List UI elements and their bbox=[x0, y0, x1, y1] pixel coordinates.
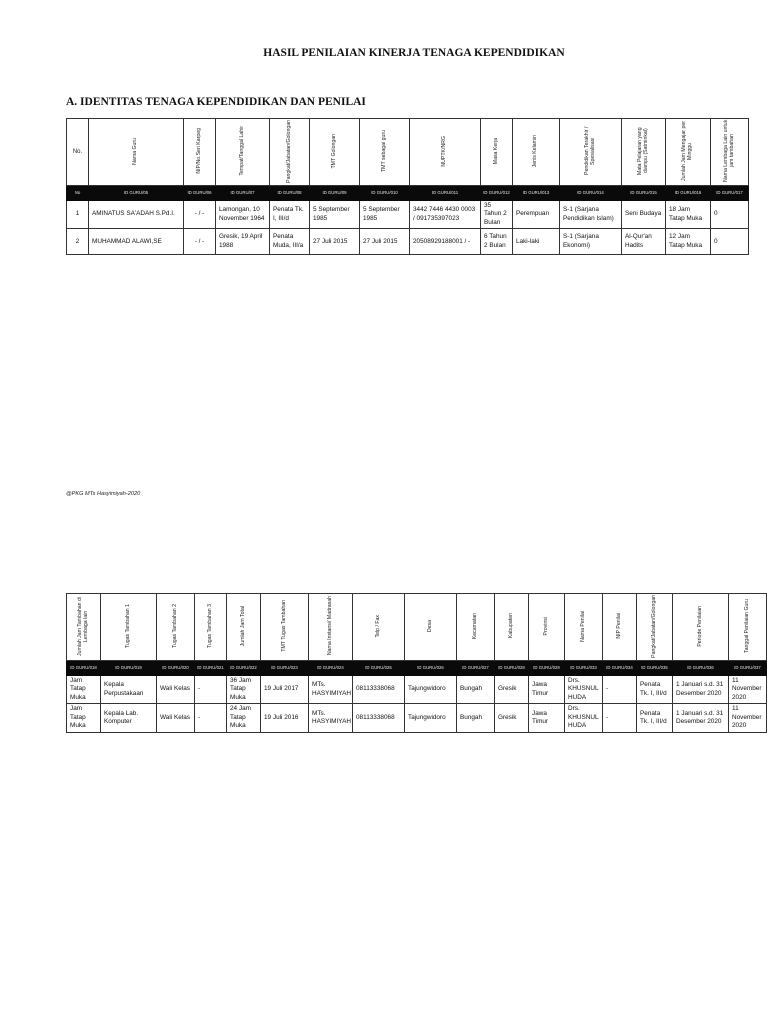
table-cell: 6 Tahun 2 Bulan bbox=[481, 229, 513, 255]
table-row bbox=[67, 201, 749, 229]
column-header-label: Nama Penilai bbox=[579, 610, 586, 642]
field-id-cell: ID GURU/019 bbox=[101, 661, 157, 676]
column-header-label: Tugas Tambahan 2 bbox=[171, 603, 178, 649]
column-header-label: Nama Guru bbox=[132, 137, 139, 165]
table-cell: 19 Juli 2017 bbox=[261, 676, 309, 704]
column-header bbox=[101, 594, 157, 661]
field-id-cell: ID GURU/027 bbox=[457, 661, 495, 676]
column-header-label: Nama Lembaga Lain untuk jam tambahan bbox=[722, 119, 735, 183]
column-header-label: NUPTK/NRG bbox=[441, 135, 448, 167]
table-cell: 1 Januari s.d. 31 Desember 2020 bbox=[673, 704, 729, 732]
table-cell: 5 September 1985 bbox=[360, 201, 410, 229]
field-id-cell: ID GURU/021 bbox=[195, 661, 227, 676]
field-id-cell: ID GURU/016 bbox=[666, 186, 711, 201]
table-cell: Al-Qur'an Hadits bbox=[622, 229, 666, 255]
column-header-label: Pangkat/Jabatan/Golongan bbox=[285, 119, 292, 183]
column-header-label: Tempat/Tanggal Lahir bbox=[238, 126, 245, 176]
table-row bbox=[67, 704, 767, 732]
column-header bbox=[195, 594, 227, 661]
table-cell: - bbox=[195, 704, 227, 732]
field-id-cell: ID GURU/011 bbox=[410, 186, 481, 201]
table-cell: Wali Kelas bbox=[157, 676, 195, 704]
column-header bbox=[637, 594, 673, 661]
field-id-cell: ID GURU/034 bbox=[603, 661, 637, 676]
column-header-label: Pangkat/Jabatan/Golongan bbox=[650, 594, 657, 658]
table-cell: Jam Tatap Muka bbox=[67, 676, 101, 704]
column-header bbox=[216, 119, 270, 186]
field-id-cell: ID GURU/033 bbox=[565, 661, 603, 676]
column-header bbox=[261, 594, 309, 661]
column-header bbox=[270, 119, 310, 186]
field-id-cell: No bbox=[67, 186, 89, 201]
table-cell: 20508929188001 / - bbox=[410, 229, 481, 255]
table-cell: Gresik, 19 April 1988 bbox=[216, 229, 270, 255]
field-id-cell: ID GURU/024 bbox=[309, 661, 353, 676]
field-id-cell: ID GURU/028 bbox=[495, 661, 529, 676]
footer-note: @PKG MTs Hasyimiyah-2020 bbox=[66, 491, 141, 497]
column-header-label: Kabupaten bbox=[507, 613, 514, 639]
table-cell: 0 bbox=[711, 229, 749, 255]
column-header bbox=[67, 119, 89, 186]
column-header bbox=[565, 594, 603, 661]
field-id-cell: ID GURU/020 bbox=[157, 661, 195, 676]
column-header-label: NIP Penilai bbox=[615, 613, 622, 639]
header-row bbox=[67, 594, 767, 661]
table-cell: 24 Jam Tatap Muka bbox=[227, 704, 261, 732]
table-row bbox=[67, 676, 767, 704]
field-id-cell: ID GURU/036 bbox=[673, 661, 729, 676]
table-cell: Tajungwidoro bbox=[405, 704, 457, 732]
field-id-cell: ID GURU/09 bbox=[310, 186, 360, 201]
column-header bbox=[184, 119, 216, 186]
column-header-label: TMT Golongan bbox=[330, 133, 337, 169]
table-cell: Penata Tk. I, III/d bbox=[270, 201, 310, 229]
field-id-cell: ID GURU/010 bbox=[360, 186, 410, 201]
field-id-cell: ID GURU/037 bbox=[729, 661, 767, 676]
field-id-cell: ID GURU/014 bbox=[560, 186, 622, 201]
table-cell: 08113338068 bbox=[353, 676, 405, 704]
column-header-label: Kecamatan bbox=[471, 612, 478, 640]
column-header-label: Tugas Tambahan 1 bbox=[124, 603, 131, 649]
column-header-label: Desa bbox=[426, 619, 433, 633]
column-header bbox=[89, 119, 184, 186]
table-cell: Bungah bbox=[457, 676, 495, 704]
column-header-label: No. bbox=[72, 149, 83, 155]
table-cell: - bbox=[195, 676, 227, 704]
field-id-cell: ID GURU/013 bbox=[513, 186, 560, 201]
table-cell: 35 Tahun 2 Bulan bbox=[481, 201, 513, 229]
column-header bbox=[309, 594, 353, 661]
table-cell: Laki-laki bbox=[513, 229, 560, 255]
table-cell: 1 Januari s.d. 31 Desember 2020 bbox=[673, 676, 729, 704]
field-id-cell: ID GURU/025 bbox=[353, 661, 405, 676]
column-header-label: Provinsi bbox=[542, 616, 549, 636]
column-header bbox=[529, 594, 565, 661]
column-header bbox=[360, 119, 410, 186]
column-header bbox=[603, 594, 637, 661]
table-cell: MUHAMMAD ALAWI,SE bbox=[89, 229, 184, 255]
column-header-label: Tugas Tambahan 3 bbox=[206, 603, 213, 649]
identity-table bbox=[66, 118, 749, 255]
column-header-label: Masa Kerja bbox=[492, 137, 499, 165]
column-header bbox=[457, 594, 495, 661]
column-header bbox=[157, 594, 195, 661]
table-cell: 12 Jam Tatap Muka bbox=[666, 229, 711, 255]
column-header bbox=[353, 594, 405, 661]
id-row bbox=[67, 661, 767, 676]
field-id-cell: ID GURU/05 bbox=[89, 186, 184, 201]
field-id-cell: ID GURU/07 bbox=[216, 186, 270, 201]
column-header bbox=[481, 119, 513, 186]
table-cell: 18 Jam Tatap Muka bbox=[666, 201, 711, 229]
table-cell: 5 September 1985 bbox=[310, 201, 360, 229]
column-header bbox=[410, 119, 481, 186]
column-header bbox=[666, 119, 711, 186]
field-id-cell: ID GURU/018 bbox=[67, 661, 101, 676]
table-cell: Jawa Timur bbox=[529, 676, 565, 704]
table-cell: Tajungwidoro bbox=[405, 676, 457, 704]
field-id-cell: ID GURU/06 bbox=[184, 186, 216, 201]
table-cell: 19 Juli 2016 bbox=[261, 704, 309, 732]
table-cell: Kepala Lab. Komputer bbox=[101, 704, 157, 732]
table-cell: Penata Tk. I, III/d bbox=[637, 676, 673, 704]
table-cell: 11 November 2020 bbox=[729, 704, 767, 732]
column-header-label: TMT sebagai guru bbox=[380, 129, 387, 172]
table-cell: MTs. HASYIMIYAH bbox=[309, 704, 353, 732]
field-id-cell: ID GURU/017 bbox=[711, 186, 749, 201]
column-header-label: Telp / Fax bbox=[374, 614, 381, 638]
field-id-cell: ID GURU/035 bbox=[637, 661, 673, 676]
field-id-cell: ID GURU/026 bbox=[405, 661, 457, 676]
table-cell: Gresik bbox=[495, 676, 529, 704]
table-cell: - / - bbox=[184, 229, 216, 255]
table-cell: AMINATUS SA'ADAH S.Pd.I. bbox=[89, 201, 184, 229]
table-cell: Kepala Perpustakaan bbox=[101, 676, 157, 704]
table-cell: 11 November 2020 bbox=[729, 676, 767, 704]
column-header bbox=[729, 594, 767, 661]
column-header bbox=[310, 119, 360, 186]
table-cell: Gresik bbox=[495, 704, 529, 732]
table-cell: 36 Jam Tatap Muka bbox=[227, 676, 261, 704]
column-header-label: Periode Penilaian bbox=[696, 605, 703, 647]
field-id-cell: ID GURU/012 bbox=[481, 186, 513, 201]
column-header-label: NIP/No.Seri Karpeg bbox=[195, 128, 202, 174]
table-cell: S-1 (Sarjana Pendidikan Islam) bbox=[560, 201, 622, 229]
column-header bbox=[513, 119, 560, 186]
table-cell: 2 bbox=[67, 229, 89, 255]
table-cell: Penata Tk. I, III/d bbox=[637, 704, 673, 732]
column-header bbox=[622, 119, 666, 186]
table-cell: 27 Juli 2015 bbox=[360, 229, 410, 255]
table-cell: Bungah bbox=[457, 704, 495, 732]
column-header bbox=[405, 594, 457, 661]
field-id-cell: ID GURU/08 bbox=[270, 186, 310, 201]
column-header-label: Jumlah Jam Total bbox=[239, 605, 246, 647]
column-header bbox=[673, 594, 729, 661]
table-cell: - bbox=[603, 704, 637, 732]
column-header bbox=[711, 119, 749, 186]
table-cell: 27 Juli 2015 bbox=[310, 229, 360, 255]
column-header-label: Tanggal Penilaian Guru bbox=[743, 599, 750, 653]
table-cell: - / - bbox=[184, 201, 216, 229]
id-row bbox=[67, 186, 749, 201]
table-cell: Penata Muda, III/a bbox=[270, 229, 310, 255]
column-header-label: Nama Instansi/ Madrasah bbox=[326, 596, 333, 656]
column-header-label: Jumlah Jam Mengajar per Minggu bbox=[681, 121, 693, 181]
field-id-cell: ID GURU/022 bbox=[227, 661, 261, 676]
table-cell: 0 bbox=[711, 201, 749, 229]
table-row bbox=[67, 229, 749, 255]
table-cell: Seni Budaya bbox=[622, 201, 666, 229]
column-header bbox=[67, 594, 101, 661]
column-header-label: TMT Tugas Tambahan bbox=[280, 600, 287, 652]
table-cell: Drs. KHUSNUL HUDA bbox=[565, 704, 603, 732]
field-id-cell: ID GURU/015 bbox=[622, 186, 666, 201]
table-cell: Jawa Timur bbox=[529, 704, 565, 732]
table-cell: S-1 (Sarjana Ekonomi) bbox=[560, 229, 622, 255]
table-cell: 3442 7446 4430 0003 / 091735397023 bbox=[410, 201, 481, 229]
table-cell: Lamongan, 10 November 1964 bbox=[216, 201, 270, 229]
table-cell: 08113338068 bbox=[353, 704, 405, 732]
table-cell: 1 bbox=[67, 201, 89, 229]
header-row bbox=[67, 119, 749, 186]
table-cell: MTs. HASYIMIYAH bbox=[309, 676, 353, 704]
column-header bbox=[495, 594, 529, 661]
column-header bbox=[560, 119, 622, 186]
table-cell: Wali Kelas bbox=[157, 704, 195, 732]
column-header-label: Mata Pelajaran yang diampu (Satminkal) bbox=[636, 127, 649, 175]
column-header-label: Jenis Kelamin bbox=[532, 134, 539, 168]
table-cell: Jam Tatap Muka bbox=[67, 704, 101, 732]
column-header-label: Pendidikan Terakhir / Spesialisasi bbox=[583, 126, 596, 176]
column-header bbox=[227, 594, 261, 661]
table-cell: - bbox=[603, 676, 637, 704]
field-id-cell: ID GURU/029 bbox=[529, 661, 565, 676]
table-cell: Drs. KHUSNUL HUDA bbox=[565, 676, 603, 704]
assessor-table bbox=[66, 593, 767, 733]
section-a-heading: A. IDENTITAS TENAGA KEPENDIDIKAN DAN PENILAI bbox=[66, 96, 366, 108]
table-cell: Perempuan bbox=[513, 201, 560, 229]
document-title: HASIL PENILAIAN KINERJA TENAGA KEPENDIDIKAN bbox=[263, 47, 565, 59]
field-id-cell: ID GURU/023 bbox=[261, 661, 309, 676]
column-header-label: Jumlah Jam Tambahan di Lembaga lain bbox=[76, 596, 89, 656]
